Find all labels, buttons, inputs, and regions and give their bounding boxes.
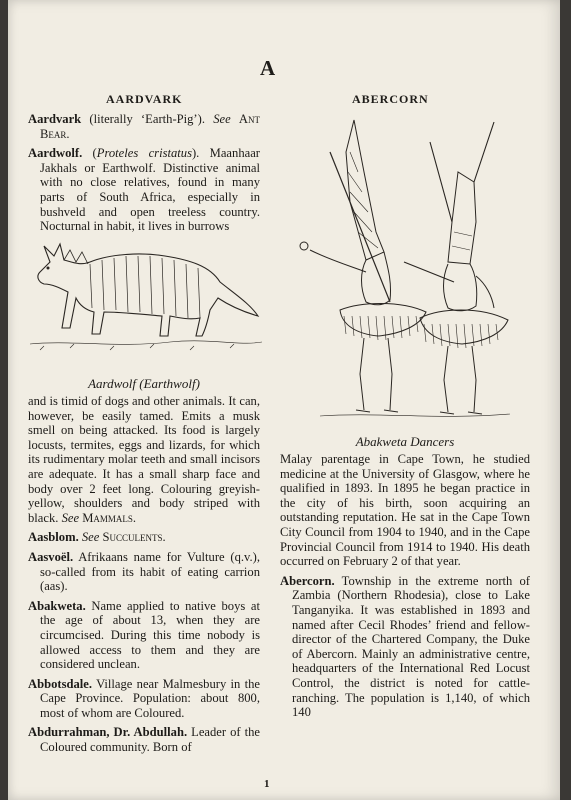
left-column-top [28,112,260,239]
abakweta-dancers-illustration [280,112,530,422]
page-number: 1 [264,778,270,790]
entry-aasblom: Aasblom. See Succulents. [28,530,166,545]
page-letter: A [260,56,276,80]
caption-aardwolf: Aardwolf (Earthwolf) [88,376,200,391]
entry-abakweta: Abakweta. Name applied to native boys at the age of about 13, when they are circumcised. During this time nobody is allowed access to them and they are considered unclean. [28,598,260,672]
entry-abdurrahman-continued: Malay parentage in Cape Town, he studied medicine at the University of Glasgow, where he qualified in 1893. In 1895 he began practice in the city of his birth, soon acquiring an outstanding reputation. He sat in the Cape Town City Council from 1904 to 1940, and in the Cape Provincial Council from 1914 to 1940. His death occurred on February 2 of that year. [280,452,530,569]
book-page [8,0,560,800]
left-column-bottom [28,394,260,760]
entry-abdurrahman: Abdurrahman, Dr. Abdullah. Leader of the Coloured community. Born of [28,725,260,755]
entry-aardwolf-continued: and is timid of dogs and other animals. It can, however, be easily tamed. Emits a musk smell on being attacked. Its food is largely locusts, termites, eggs and lizards, for which its rudimentary molar teeth and small incisors are adequate. It has a small sharp face and body over 2 feet long. Colouring greyish-yellow, shoulders and body striped with black. See Mammals. [28,394,260,525]
running-head-left: AARDVARK [106,92,183,106]
caption-dancers: Abakweta Dancers [355,434,455,449]
right-column [280,452,530,725]
aardwolf-illustration [30,232,262,360]
entry-abbotsdale: Abbotsdale. Village near Malmesbury in the Cape Province. Population: about 800, most of whom are Coloured. [28,676,260,720]
running-head-right: ABERCORN [352,92,429,106]
entry-aardwolf: Aardwolf. (Proteles cristatus). Maanhaar Jakhals or Earthwolf. Distinctive animal with no close relatives, found in many parts of South Africa, especially in bushveld and open treeless country. Nocturnal in habit, it lives in burrows [28,146,260,234]
entry-aasvoel: Aasvoël. Afrikaans name for Vulture (q.v.), so-called from its habit of eating carrion (aas). [28,549,260,594]
entry-abercorn: Abercorn. Township in the extreme north of Zambia (Northern Rhodesia), close to Lake Tanganyika. It was established in 1893 and named after Cecil Rhodes’ friend and fellow-director of the Chartered Company, the Duke of Abercorn. Mainly an administrative centre, headquarters of the International Red Locust Control, the district is noted for cattle-ranching. The population is 1,140, of which 140 [280,573,530,720]
entry-aardvark: Aardvark (literally ‘Earth-Pig’). See Ant Bear. [28,112,260,141]
